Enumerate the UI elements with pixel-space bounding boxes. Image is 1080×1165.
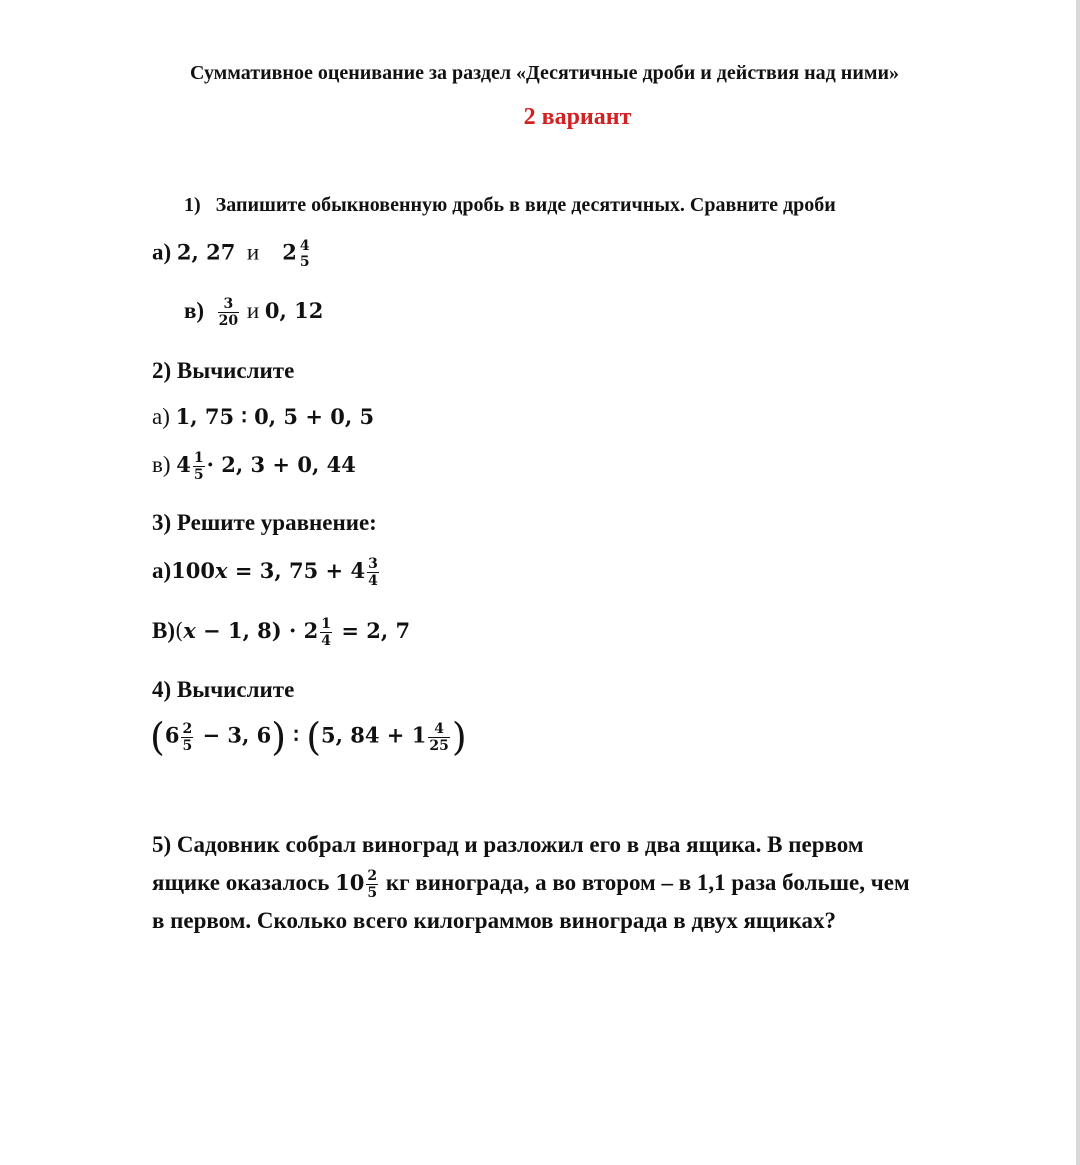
q1-number: 1) [184,194,201,216]
q1-b-numerator: 3 [223,296,234,312]
q3-a-coef: 100 [171,557,216,583]
document-title: Суммативное оценивание за раздел «Десятичные дроби и действия над ними» [190,62,899,84]
q1-a-numerator: 4 [299,238,310,254]
q1-a-label: а) [152,239,172,265]
q1-a-denominator: 5 [299,254,310,270]
q4-expression [150,715,467,759]
q3-a-middle: = 3, 75 + 4 [227,557,366,583]
q5-line-3: в первом. Сколько всего килограммов винограда в двух ящиках? [152,908,836,933]
q2-b-numerator: 1 [193,450,204,466]
q4-fraction-1 [181,721,193,754]
q3-b-open-paren: ( [175,618,184,643]
q3-b-middle: − 1, 8) · 2 [195,617,319,643]
q3-b-fraction [320,616,332,649]
q4-whole-1: 6 [164,722,180,748]
q1-a-whole: 2 [282,239,297,265]
q5-text-b: кг винограда, а во втором – в 1,1 раза больше, чем [385,870,910,895]
q5-numerator: 2 [367,868,378,885]
q1-b-denominator: 20 [218,313,239,329]
q4-denominator-1: 5 [182,737,193,754]
q4-right-paren-2: ) [451,715,467,759]
q1-part-b [184,296,323,329]
q4-heading: 4) Вычислите [152,677,295,702]
q3-a-numerator: 3 [368,556,378,572]
q2-a-label: а) [152,404,170,429]
q1-a-fraction [299,238,311,270]
q5-denominator: 5 [367,885,378,902]
q3-part-b [152,616,410,649]
q3-a-variable: x [215,557,228,583]
q2-b-whole: 4 [176,451,191,477]
page-edge [1076,0,1080,1165]
q4-right-paren-1: ) [271,715,287,759]
q1-heading [184,194,836,217]
q4-left-paren-2: ( [306,715,322,759]
q4-middle-2: 5, 84 + 1 [321,722,427,748]
q3-a-fraction [367,556,379,589]
q3-b-variable: x [183,617,196,643]
q1-a-and: и [246,239,260,265]
q4-divide: ∶ [286,722,307,748]
q1-part-a [152,238,313,270]
q1-b-fraction [218,296,239,329]
q4-numerator-2: 4 [434,720,444,737]
q3-a-denominator: 4 [368,573,378,589]
q3-b-denominator: 4 [321,633,332,649]
q2-b-denominator: 5 [193,467,204,483]
q2-heading: 2) Вычислите [152,358,295,383]
q3-part-a [152,556,381,589]
q1-a-value: 2, 27 [176,239,236,265]
q4-fraction-2 [428,721,449,754]
q2-b-fraction [193,450,205,483]
q5-whole: 10 [335,870,365,895]
q3-b-numerator: 1 [321,616,332,632]
q2-b-rest: · 2, 3 + 0, 44 [206,451,356,477]
q4-denominator-2: 25 [429,737,449,754]
variant-label: 2 вариант [523,104,632,130]
q3-b-rest: = 2, 7 [334,617,411,643]
q2-part-b [152,450,356,483]
q5-line-1: 5) Садовник собрал виноград и разложил его в два ящика. В первом [152,832,864,857]
q5-line-2 [152,864,1012,902]
q2-part-a [152,404,374,430]
q4-left-paren-1: ( [150,715,165,759]
q5-text-a: ящике оказалось [152,870,330,895]
q3-b-label: В) [152,617,175,643]
q1-b-label: в) [184,297,205,323]
q5-problem [152,826,1012,940]
q3-a-label: а) [152,557,172,583]
q1-heading-text: Запишите обыкновенную дробь в виде десятичных. Сравните дроби [215,194,836,216]
q1-b-and: и [246,297,260,323]
q5-fraction [366,868,378,901]
q3-heading: 3) Решите уравнение: [152,510,377,535]
q2-a-expression: 1, 75 ∶ 0, 5 + 0, 5 [175,404,375,429]
q4-middle-1: − 3, 6 [195,722,272,748]
q4-numerator-1: 2 [182,720,193,737]
q2-b-label: в) [152,451,171,477]
q1-b-value: 0, 12 [264,297,324,323]
